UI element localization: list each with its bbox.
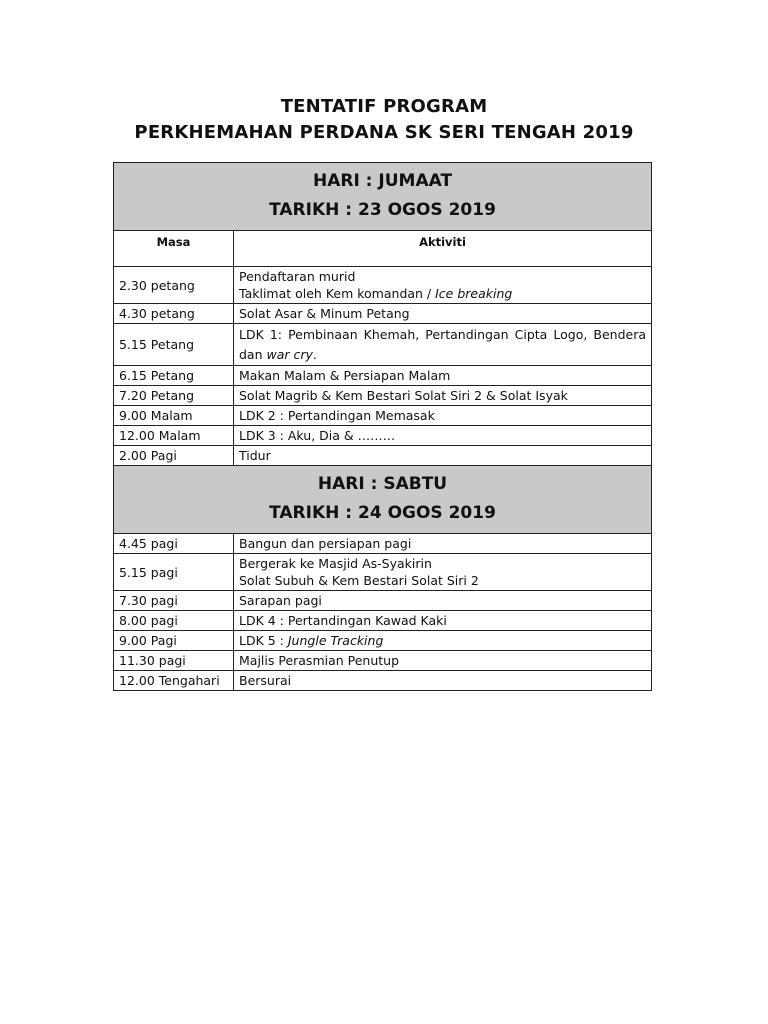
time-cell: 5.15 pagi bbox=[114, 554, 234, 591]
activity-cell bbox=[234, 267, 652, 304]
activity-cell bbox=[234, 324, 652, 366]
time-cell: 7.30 pagi bbox=[114, 591, 234, 611]
day-label: HARI : SABTU bbox=[317, 474, 448, 494]
activity-cell: LDK 2 : Pertandingan Memasak bbox=[234, 406, 652, 426]
activity-cell: LDK 4 : Pertandingan Kawad Kaki bbox=[234, 611, 652, 631]
activity-cell: Bersurai bbox=[234, 671, 652, 691]
document-title: TENTATIF PROGRAM bbox=[280, 96, 488, 117]
activity-cell: Bangun dan persiapan pagi bbox=[234, 534, 652, 554]
activity-cell: Sarapan pagi bbox=[234, 591, 652, 611]
activity-text: Taklimat oleh Kem komandan / bbox=[239, 286, 436, 301]
date-label: TARIKH : 23 OGOS 2019 bbox=[269, 200, 496, 220]
column-header-aktiviti: Aktiviti bbox=[234, 231, 652, 267]
time-cell: 12.00 Tengahari bbox=[114, 671, 234, 691]
document-subtitle: PERKHEMAHAN PERDANA SK SERI TENGAH 2019 bbox=[134, 122, 634, 143]
activity-text: LDK 1: Pembinaan Khemah, Pertandingan Cipta Logo, Bendera dan bbox=[239, 326, 647, 362]
activity-italic-text: Jungle Tracking bbox=[287, 633, 384, 648]
activity-italic-text: war cry bbox=[266, 346, 313, 362]
activity-text: LDK 5 : bbox=[239, 633, 288, 648]
time-cell: 2.00 Pagi bbox=[114, 446, 234, 466]
time-cell: 11.30 pagi bbox=[114, 651, 234, 671]
table-row bbox=[114, 554, 652, 591]
table-row bbox=[114, 591, 652, 611]
table-row bbox=[114, 366, 652, 386]
table-row bbox=[114, 324, 652, 366]
table-row bbox=[114, 426, 652, 446]
time-cell: 9.00 Malam bbox=[114, 406, 234, 426]
activity-cell: Majlis Perasmian Penutup bbox=[234, 651, 652, 671]
activity-line bbox=[239, 285, 646, 302]
table-row bbox=[114, 304, 652, 324]
time-cell: 4.30 petang bbox=[114, 304, 234, 324]
table-row bbox=[114, 611, 652, 631]
schedule-table bbox=[113, 162, 652, 691]
activity-line: Solat Subuh & Kem Bestari Solat Siri 2 bbox=[239, 573, 479, 588]
activity-italic-text: Ice breaking bbox=[435, 286, 513, 301]
table-row bbox=[114, 406, 652, 426]
time-cell: 4.45 pagi bbox=[114, 534, 234, 554]
table-row bbox=[114, 651, 652, 671]
table-row bbox=[114, 671, 652, 691]
activity-cell bbox=[234, 554, 652, 591]
time-cell: 7.20 Petang bbox=[114, 386, 234, 406]
table-row bbox=[114, 446, 652, 466]
date-label: TARIKH : 24 OGOS 2019 bbox=[269, 503, 496, 523]
table-row bbox=[114, 631, 652, 651]
time-cell: 9.00 Pagi bbox=[114, 631, 234, 651]
table-row bbox=[114, 386, 652, 406]
activity-text: . bbox=[312, 346, 317, 362]
activity-cell: Makan Malam & Persiapan Malam bbox=[234, 366, 652, 386]
activity-line: Pendaftaran murid bbox=[239, 269, 356, 284]
activity-cell bbox=[234, 631, 652, 651]
time-cell: 2.30 petang bbox=[114, 267, 234, 304]
day-header-1 bbox=[114, 163, 652, 231]
activity-cell: Solat Asar & Minum Petang bbox=[234, 304, 652, 324]
activity-cell: Solat Magrib & Kem Bestari Solat Siri 2 & Solat Isyak bbox=[234, 386, 652, 406]
column-header-masa: Masa bbox=[114, 231, 234, 267]
time-cell: 12.00 Malam bbox=[114, 426, 234, 446]
activity-cell: LDK 3 : Aku, Dia & ……… bbox=[234, 426, 652, 446]
activity-cell: Tidur bbox=[234, 446, 652, 466]
day-label: HARI : JUMAAT bbox=[312, 171, 453, 191]
table-row bbox=[114, 534, 652, 554]
column-header-row bbox=[114, 231, 652, 267]
time-cell: 6.15 Petang bbox=[114, 366, 234, 386]
time-cell: 8.00 pagi bbox=[114, 611, 234, 631]
activity-line: Bergerak ke Masjid As-Syakirin bbox=[239, 556, 432, 571]
day-header-2 bbox=[114, 466, 652, 534]
time-cell: 5.15 Petang bbox=[114, 324, 234, 366]
table-row bbox=[114, 267, 652, 304]
